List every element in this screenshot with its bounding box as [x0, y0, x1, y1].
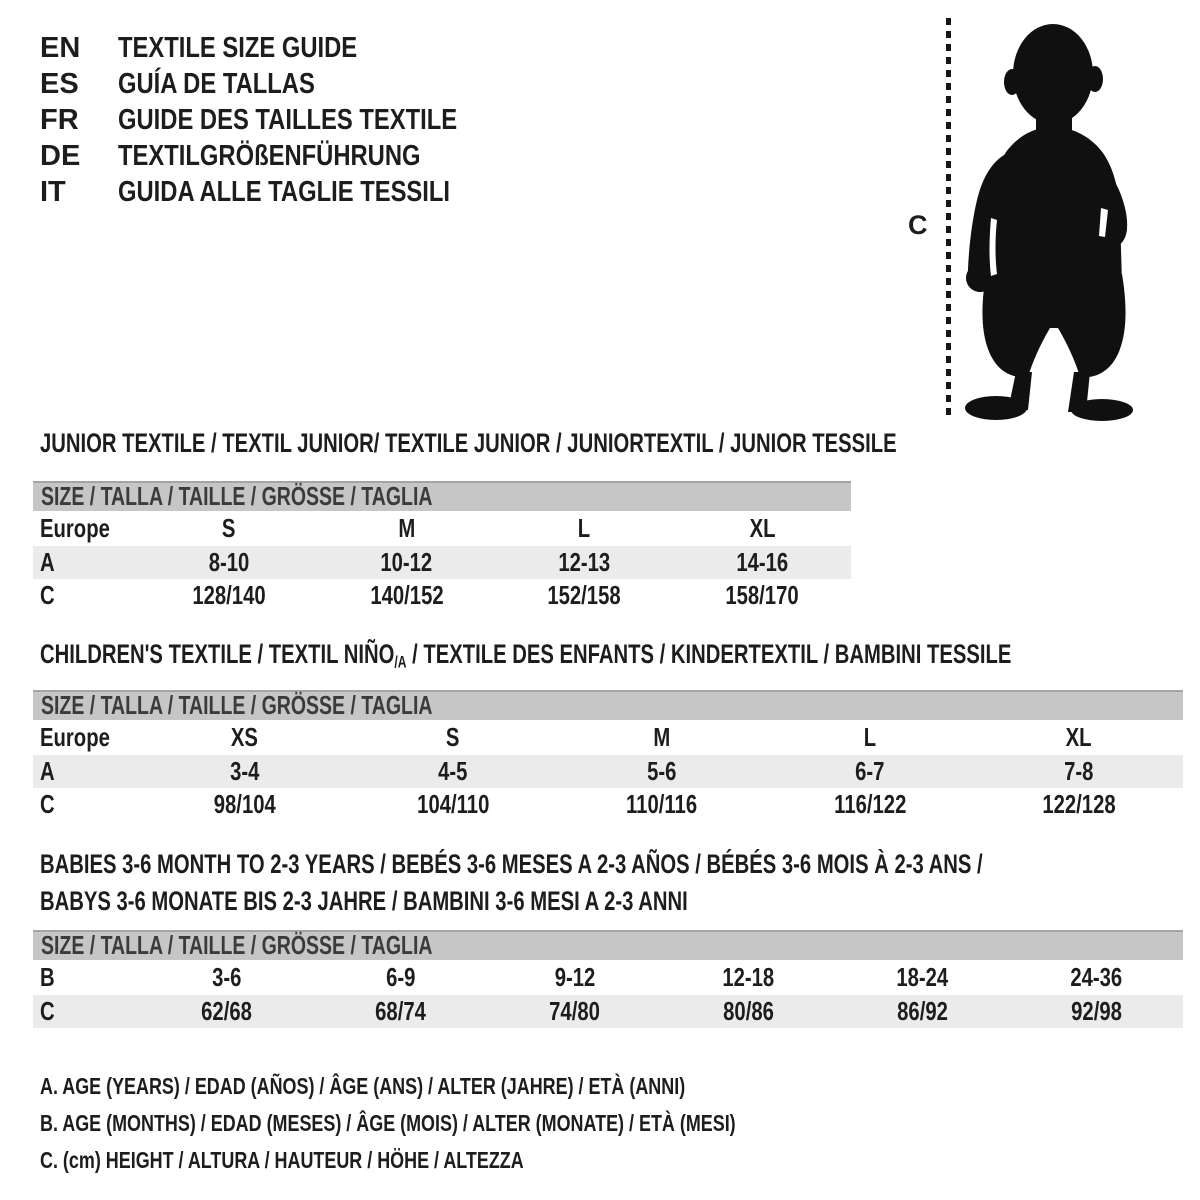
lang-row-it: [40, 174, 532, 210]
row-label: Europe: [40, 513, 110, 543]
value-cell: 74/80: [549, 996, 600, 1026]
value-cell: 10-12: [380, 547, 433, 577]
size-header-text: SIZE / TALLA / TAILLE / GRÖSSE / TAGLIA: [41, 481, 433, 511]
size-cell: M: [653, 722, 670, 752]
row-label: A: [40, 756, 55, 786]
size-cell: S: [446, 722, 460, 752]
lang-code: DE: [40, 140, 81, 172]
size-cell: XL: [1065, 722, 1092, 752]
value-cell: 14-16: [736, 547, 789, 577]
lang-code: IT: [40, 176, 66, 208]
table-row: [33, 720, 1183, 755]
babies-table-title-line1: BABIES 3-6 MONTH TO 2-3 YEARS / BEBÉS 3-6 MESES A 2-3 AÑOS / BÉBÉS 3-6 MOIS À 2-3 ANS /: [40, 849, 983, 879]
lang-title: GUIDE DES TAILLES TEXTILE: [118, 104, 458, 136]
value-cell: 3-4: [229, 756, 259, 786]
value-cell: 80/86: [723, 996, 774, 1026]
lang-title: TEXTILGRÖßENFÜHRUNG: [118, 140, 421, 172]
size-header-band: [33, 481, 851, 511]
value-cell: 6-7: [855, 756, 885, 786]
table-row: [33, 546, 851, 579]
value-cell: 116/122: [833, 789, 907, 819]
value-cell: 12-13: [558, 547, 611, 577]
language-title-list: [40, 30, 532, 210]
value-cell: 12-18: [722, 962, 775, 992]
value-cell: 18-24: [896, 962, 949, 992]
lang-row-es: [40, 66, 532, 102]
lang-code: EN: [40, 32, 81, 64]
row-label: C: [40, 996, 55, 1026]
size-header-text: SIZE / TALLA / TAILLE / GRÖSSE / TAGLIA: [41, 690, 433, 720]
size-cell: XS: [230, 722, 258, 752]
lang-row-en: [40, 30, 532, 66]
value-cell: 5-6: [646, 756, 677, 786]
table-row: [33, 755, 1183, 788]
table-row: [33, 788, 1183, 821]
value-cell: 104/110: [416, 789, 489, 819]
toddler-silhouette-image: [960, 22, 1140, 422]
row-label: B: [40, 962, 55, 992]
value-cell: 6-9: [386, 962, 416, 992]
lang-code: ES: [40, 68, 79, 100]
value-cell: 68/74: [375, 996, 427, 1026]
size-cell: L: [863, 722, 877, 752]
children-table-title: [40, 640, 1011, 677]
row-label: C: [40, 789, 55, 819]
size-cell: L: [578, 513, 591, 543]
size-cell: XL: [749, 513, 776, 543]
value-cell: 98/104: [213, 789, 276, 819]
table-row: [33, 579, 851, 612]
value-cell: 7-8: [1064, 756, 1094, 786]
junior-table-title: JUNIOR TEXTILE / TEXTIL JUNIOR/ TEXTILE JUNIOR / JUNIORTEXTIL / JUNIOR TESSILE: [40, 428, 897, 458]
lang-code: FR: [40, 104, 79, 136]
height-measure-dashed-line: [946, 18, 951, 416]
legend-line-c: C. (cm) HEIGHT / ALTURA / HAUTEUR / HÖHE / ALTEZZA: [40, 1147, 524, 1173]
value-cell: 86/92: [896, 996, 948, 1026]
value-cell: 92/98: [1070, 996, 1122, 1026]
lang-title: GUIDA ALLE TAGLIE TESSILI: [118, 176, 451, 208]
junior-size-table: [33, 481, 851, 612]
babies-table-title-line2: BABYS 3-6 MONATE BIS 2-3 JAHRE / BAMBINI 3-6 MESI A 2-3 ANNI: [40, 886, 688, 916]
children-size-table: [33, 690, 1183, 821]
title-text: / TEXTILE DES ENFANTS / KINDERTEXTIL / BAMBINI TESSILE: [406, 639, 1012, 669]
value-cell: 152/158: [547, 580, 622, 610]
value-cell: 122/128: [1042, 789, 1116, 819]
table-row: [33, 960, 1183, 995]
value-cell: 4-5: [438, 756, 468, 786]
value-cell: 8-10: [208, 547, 250, 577]
title-subscript: /A: [394, 653, 407, 672]
babies-size-table: [33, 930, 1183, 1028]
row-label: C: [40, 580, 55, 610]
size-header-band: [33, 930, 1183, 960]
legend-line-a: A. AGE (YEARS) / EDAD (AÑOS) / ÂGE (ANS) / ALTER (JAHRE) / ETÀ (ANNI): [40, 1073, 686, 1099]
measure-legend: [40, 1068, 932, 1179]
lang-title: GUÍA DE TALLAS: [118, 68, 315, 100]
height-measure-label: C: [908, 210, 928, 240]
value-cell: 62/68: [201, 996, 253, 1026]
size-cell: M: [398, 513, 416, 543]
row-label: A: [40, 547, 55, 577]
value-cell: 24-36: [1070, 962, 1122, 992]
size-cell: S: [222, 513, 236, 543]
value-cell: 128/140: [192, 580, 266, 610]
row-label: Europe: [40, 722, 110, 752]
lang-title: TEXTILE SIZE GUIDE: [118, 32, 358, 64]
table-row: [33, 511, 851, 546]
size-header-text: SIZE / TALLA / TAILLE / GRÖSSE / TAGLIA: [41, 930, 433, 960]
value-cell: 110/116: [625, 789, 698, 819]
legend-line-b: B. AGE (MONTHS) / EDAD (MESES) / ÂGE (MOIS) / ALTER (MONATE) / ETÀ (MESI): [40, 1110, 736, 1136]
size-header-band: [33, 690, 1183, 720]
table-row: [33, 995, 1183, 1028]
value-cell: 140/152: [369, 580, 444, 610]
value-cell: 9-12: [554, 962, 595, 992]
title-text: CHILDREN'S TEXTILE / TEXTIL NIÑO: [40, 639, 395, 669]
value-cell: 158/170: [725, 580, 799, 610]
value-cell: 3-6: [212, 962, 242, 992]
lang-row-de: [40, 138, 532, 174]
lang-row-fr: [40, 102, 532, 138]
